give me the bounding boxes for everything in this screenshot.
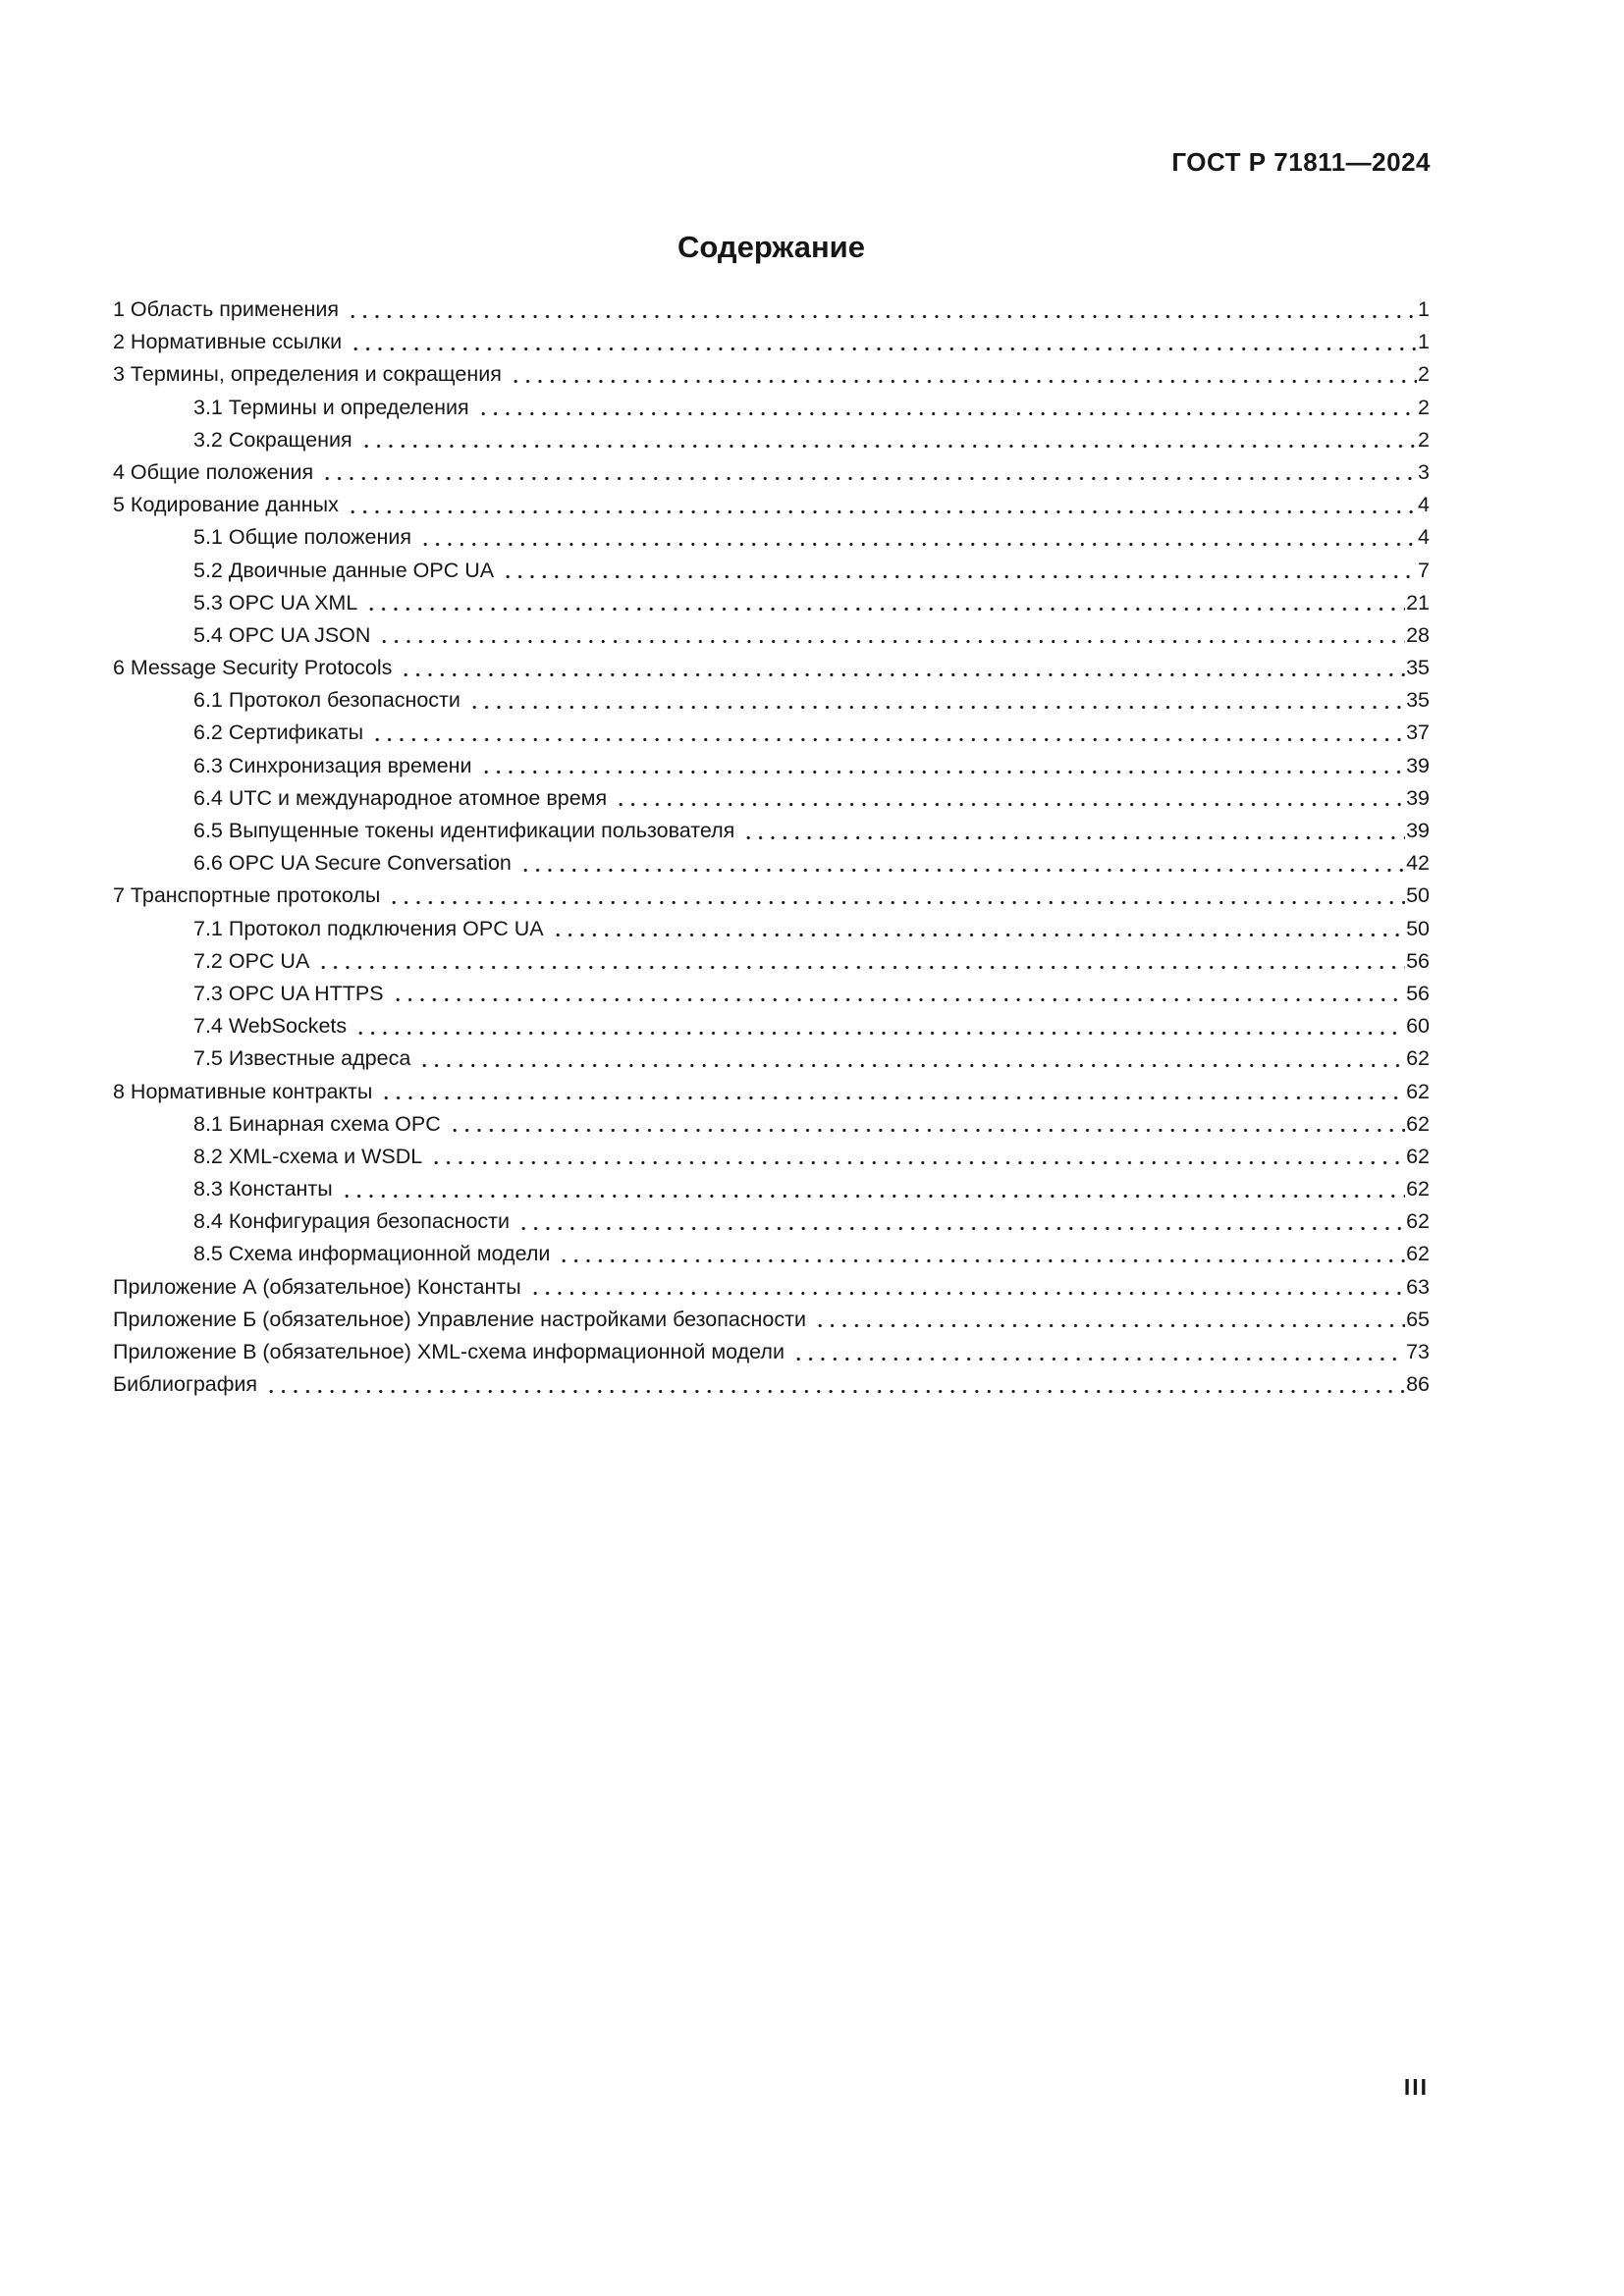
dot-leader	[380, 1076, 1405, 1108]
toc-entry-page-number: 1	[1418, 330, 1430, 354]
toc-entry-label: 6.5 Выпущенные токены идентификации пользователя	[193, 819, 735, 842]
toc-entry-page-number: 62	[1406, 1079, 1430, 1103]
dot-leader	[519, 847, 1405, 880]
toc-entry-page-number: 62	[1406, 1242, 1430, 1266]
dot-leader	[792, 1336, 1405, 1368]
toc-entry	[113, 1368, 1430, 1401]
toc-entry-label: 5.2 Двоичные данные OPC UA	[193, 558, 495, 582]
toc-entry-page-number: 35	[1406, 688, 1430, 713]
toc-entry-label: 8 Нормативные контракты	[113, 1079, 373, 1103]
dot-leader	[814, 1304, 1405, 1336]
toc-entry-label: 7.3 OPC UA HTTPS	[193, 981, 384, 1005]
page-title: Содержание	[677, 230, 865, 264]
toc-entry-label: 5.3 OPC UA XML	[193, 590, 358, 614]
dot-leader	[449, 1108, 1405, 1141]
toc-entry	[113, 750, 1430, 782]
toc-entry-page-number: 73	[1406, 1340, 1430, 1363]
toc-entry-page-number: 62	[1406, 1046, 1430, 1071]
toc-entry-label: 3.2 Сокращения	[193, 427, 352, 452]
toc-entry-page-number: 56	[1406, 981, 1430, 1005]
toc-entry	[113, 392, 1430, 424]
toc-entry-page-number: 37	[1406, 721, 1430, 745]
toc-entry-label: Приложение А (обязательное) Константы	[113, 1274, 521, 1299]
toc-entry-page-number: 60	[1406, 1014, 1430, 1039]
toc-entry	[113, 1205, 1430, 1238]
toc-entry-page-number: 4	[1418, 525, 1430, 550]
toc-entry-label: 2 Нормативные ссылки	[113, 330, 343, 354]
toc-entry	[113, 1173, 1430, 1205]
toc-entry	[113, 782, 1430, 815]
dot-leader	[477, 392, 1417, 424]
dot-leader	[360, 424, 1417, 456]
dot-leader	[552, 913, 1406, 945]
toc-entry-page-number: 1	[1418, 297, 1430, 321]
toc-entry	[113, 978, 1430, 1010]
dot-leader	[615, 782, 1405, 815]
toc-entry-label: 6 Message Security Protocols	[113, 656, 393, 680]
toc-entry-page-number: 62	[1406, 1144, 1430, 1168]
page-number: III	[1403, 2074, 1429, 2100]
toc-entry	[113, 294, 1430, 326]
toc-entry-page-number: 4	[1418, 493, 1430, 517]
toc-entry	[113, 555, 1430, 587]
toc-entry-label: 6.2 Сертификаты	[193, 721, 364, 745]
dot-leader	[388, 880, 1405, 912]
dot-leader	[347, 489, 1417, 521]
toc-entry-page-number: 2	[1418, 427, 1430, 452]
toc-entry	[113, 1238, 1430, 1270]
dot-leader	[430, 1141, 1405, 1173]
toc-entry	[113, 717, 1430, 749]
toc-entry-label: 6.3 Синхронизация времени	[193, 753, 472, 777]
toc-entry-label: 8.4 Конфигурация безопасности	[193, 1209, 511, 1234]
toc-entry-label: 5 Кодирование данных	[113, 493, 339, 517]
toc-entry	[113, 1108, 1430, 1141]
toc-entry-page-number: 50	[1406, 883, 1430, 908]
toc-entry-page-number: 50	[1406, 916, 1430, 940]
toc-entry	[113, 1010, 1430, 1042]
toc-entry	[113, 1271, 1430, 1304]
toc-entry-label: 4 Общие положения	[113, 459, 314, 484]
toc-entry-page-number: 2	[1418, 362, 1430, 387]
dot-leader	[317, 945, 1405, 978]
toc-entry-label: 8.1 Бинарная схема OPC	[193, 1111, 441, 1136]
toc-entry-label: 5.1 Общие положения	[193, 525, 412, 550]
toc-entry	[113, 652, 1430, 684]
dot-leader	[365, 587, 1405, 619]
dot-leader	[502, 555, 1417, 587]
dot-leader	[419, 521, 1417, 554]
toc-entry	[113, 521, 1430, 554]
toc-entry-page-number: 35	[1406, 656, 1430, 680]
toc-entry-label: 7 Транспортные протоколы	[113, 883, 381, 908]
toc-entry	[113, 619, 1430, 652]
toc-entry-page-number: 39	[1406, 785, 1430, 810]
standard-code-header: ГОСТ Р 71811—2024	[1171, 147, 1431, 177]
toc-entry-label: 8.2 XML-схема и WSDL	[193, 1144, 423, 1168]
toc-entry-page-number: 63	[1406, 1274, 1430, 1299]
toc-entry	[113, 424, 1430, 456]
toc-entry-page-number: 21	[1406, 590, 1430, 614]
toc-entry-page-number: 3	[1418, 459, 1430, 484]
toc-entry	[113, 456, 1430, 489]
dot-leader	[354, 1010, 1405, 1042]
toc-entry-label: 3 Термины, определения и сокращения	[113, 362, 502, 387]
toc-entry-label: 7.2 OPC UA	[193, 948, 310, 973]
dot-leader	[378, 619, 1405, 652]
toc-entry-page-number: 39	[1406, 819, 1430, 842]
toc-entry-page-number: 62	[1406, 1177, 1430, 1201]
dot-leader	[400, 652, 1405, 684]
dot-leader	[558, 1238, 1405, 1270]
toc-entry	[113, 326, 1430, 358]
toc-entry	[113, 880, 1430, 912]
toc-entry	[113, 1304, 1430, 1336]
dot-leader	[341, 1173, 1405, 1205]
dot-leader	[742, 815, 1405, 847]
toc-entry	[113, 1076, 1430, 1108]
toc-entry	[113, 684, 1430, 717]
dot-leader	[321, 456, 1417, 489]
toc-entry-label: 7.5 Известные адреса	[193, 1046, 411, 1071]
toc-entry-label: 5.4 OPC UA JSON	[193, 622, 371, 647]
dot-leader	[265, 1368, 1405, 1401]
dot-leader	[350, 326, 1417, 358]
dot-leader	[517, 1205, 1405, 1238]
toc-entry-label: 6.1 Протокол безопасности	[193, 688, 460, 713]
dot-leader	[392, 978, 1406, 1010]
dot-leader	[418, 1042, 1405, 1075]
toc-entry-page-number: 86	[1406, 1372, 1430, 1397]
toc-list	[113, 294, 1430, 1401]
toc-entry	[113, 1042, 1430, 1075]
toc-entry-label: Приложение В (обязательное) XML-схема информационной модели	[113, 1340, 785, 1363]
toc-entry	[113, 587, 1430, 619]
toc-entry-page-number: 28	[1406, 622, 1430, 647]
toc-entry-page-number: 7	[1418, 558, 1430, 582]
toc-entry-label: 8.5 Схема информационной модели	[193, 1242, 551, 1266]
toc-entry	[113, 847, 1430, 880]
toc-entry-page-number: 56	[1406, 948, 1430, 973]
toc-entry-label: 7.1 Протокол подключения OPC UA	[193, 916, 544, 940]
toc-entry-page-number: 62	[1406, 1209, 1430, 1234]
toc-entry-label: 3.1 Термины и определения	[193, 395, 469, 419]
dot-leader	[510, 358, 1417, 391]
dot-leader	[480, 750, 1406, 782]
toc-entry-page-number: 62	[1406, 1111, 1430, 1136]
toc-entry	[113, 1336, 1430, 1368]
dot-leader	[529, 1271, 1405, 1304]
toc-entry	[113, 358, 1430, 391]
toc-entry	[113, 489, 1430, 521]
toc-entry-label: 7.4 WebSockets	[193, 1014, 348, 1039]
toc-entry-label: 6.4 UTC и международное атомное время	[193, 785, 608, 810]
toc-entry	[113, 913, 1430, 945]
toc-entry-page-number: 2	[1418, 395, 1430, 419]
toc-entry-page-number: 42	[1406, 851, 1430, 876]
toc-entry-label: Приложение Б (обязательное) Управление настройками безопасности	[113, 1307, 806, 1331]
dot-leader	[371, 717, 1405, 749]
dot-leader	[347, 294, 1417, 326]
toc-entry-label: 6.6 OPC UA Secure Conversation	[193, 851, 512, 876]
toc-entry-label: 1 Область применения	[113, 297, 339, 321]
toc-entry	[113, 1141, 1430, 1173]
toc-entry-page-number: 65	[1406, 1307, 1430, 1331]
toc-entry-label: Библиография	[113, 1372, 258, 1397]
toc-entry-page-number: 39	[1406, 753, 1430, 777]
toc-entry-label: 8.3 Константы	[193, 1177, 333, 1201]
toc-entry	[113, 945, 1430, 978]
toc-entry	[113, 815, 1430, 847]
dot-leader	[468, 684, 1405, 717]
